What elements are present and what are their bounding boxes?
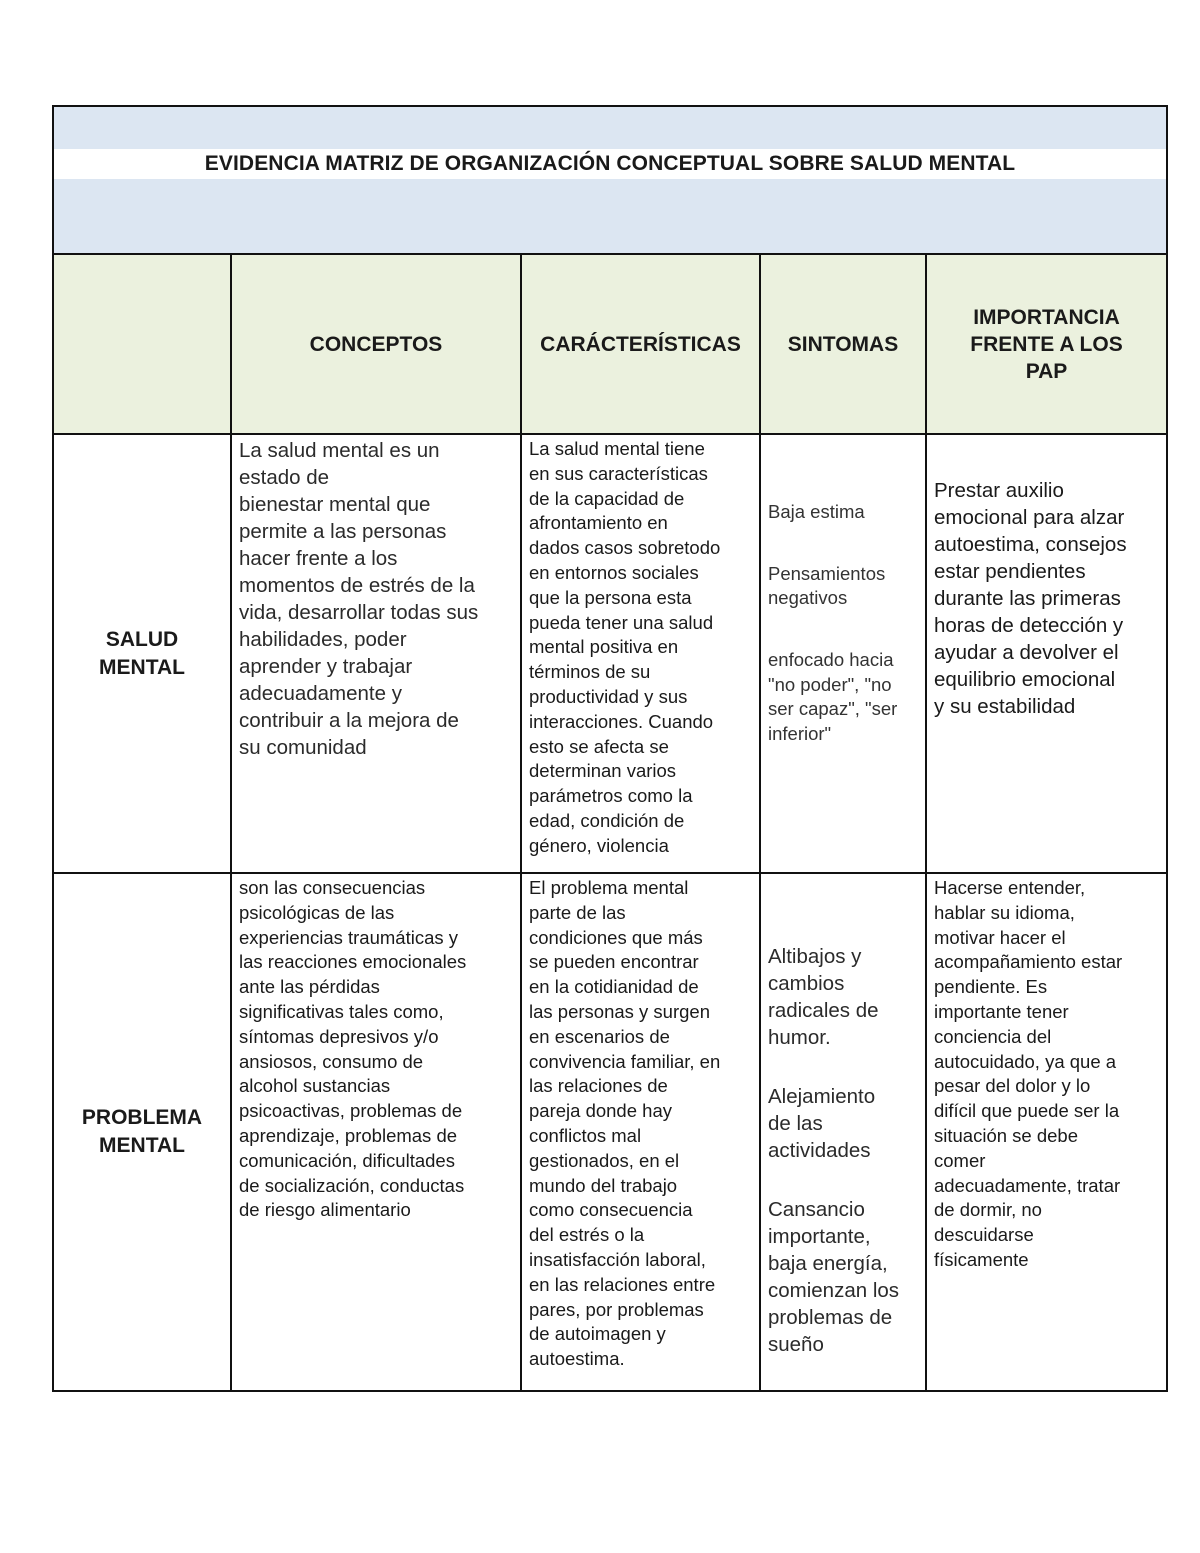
- importancia-text: Prestar auxilio emocional para alzar autoestima, consejos estar pendientes durante las primeras horas de detección y ayudar a devolver el equilibrio emocional y su estabilidad: [934, 479, 1127, 718]
- document-title: EVIDENCIA MATRIZ DE ORGANIZACIÓN CONCEPTUAL SOBRE SALUD MENTAL: [54, 149, 1166, 179]
- header-importancia: IMPORTANCIA FRENTE A LOS PAP: [926, 254, 1167, 434]
- table-row-salud-mental: [53, 434, 1167, 873]
- cell-sintomas-problema: [760, 873, 926, 1391]
- sintoma-item: Altibajos y cambios radicales de humor.: [768, 945, 879, 1049]
- cell-conceptos-problema: [231, 873, 521, 1391]
- header-row: [53, 254, 1167, 434]
- title-cell: [53, 106, 1167, 254]
- header-corner: [53, 254, 231, 434]
- header-caracteristicas: CARÁCTERÍSTICAS: [521, 254, 760, 434]
- conceptos-text: son las consecuencias psicológicas de las experiencias traumáticas y las reacciones emocionales ante las pérdidas significativas tales como, síntomas depresivos y/o ansiosos, consumo de alcohol sustancias psicoactivas, problemas de aprendizaje, problemas de comunicación, dificultades de socialización, conductas de riesgo alimentario: [239, 877, 467, 1221]
- cell-importancia-problema: [926, 873, 1167, 1391]
- table-row-problema-mental: [53, 873, 1167, 1391]
- sintoma-item: Alejamiento de las actividades: [768, 1085, 876, 1162]
- row-label-problema-mental: PROBLEMA MENTAL: [53, 873, 231, 1391]
- sintoma-item: Pensamientos negativos: [768, 562, 886, 608]
- caracteristicas-text: La salud mental tiene en sus características de la capacidad de afrontamiento en dados casos sobretodo en entornos sociales que la persona esta pueda tener una salud mental positiva en términos de su productividad y sus interacciones. Cuando esto se afecta se determinan varios parámetros como la edad, condición de género, violencia: [529, 438, 721, 856]
- row-label-salud-mental: SALUD MENTAL: [53, 434, 231, 873]
- sintoma-item: enfocado hacia "no poder", "no ser capaz", "ser inferior": [768, 649, 898, 744]
- sintomas-list: [761, 435, 925, 784]
- sintoma-item: Baja estima: [768, 500, 865, 522]
- cell-caracteristicas-salud: [521, 434, 760, 873]
- conceptos-text: La salud mental es un estado de bienestar mental que permite a las personas hacer frente a los momentos de estrés de la vida, desarrollar todas sus habilidades, poder aprender y trabajar adecuadamente y contribuir a la mejora de su comunidad: [239, 439, 479, 759]
- caracteristicas-text: El problema mental parte de las condiciones que más se pueden encontrar en la cotidianidad de las personas y surgen en escenarios de convivencia familiar, en las relaciones de pareja donde hay conflictos mal gestionados, en el mundo del trabajo como consecuencia del estrés o la insatisfacción laboral, en las relaciones entre pares, por problemas de autoimagen y autoestima.: [529, 877, 721, 1370]
- cell-importancia-salud: [926, 434, 1167, 873]
- cell-conceptos-salud: [231, 434, 521, 873]
- sintoma-item: Cansancio importante, baja energía, comienzan los problemas de sueño: [768, 1198, 900, 1356]
- cell-caracteristicas-problema: [521, 873, 760, 1391]
- cell-sintomas-salud: [760, 434, 926, 873]
- importancia-text: Hacerse entender, hablar su idioma, motivar hacer el acompañamiento estar pendiente. Es importante tener conciencia del autocuidado, ya que a pesar del dolor y lo difícil que puede ser la situación se debe comer adecuadamente, tratar de dormir, no descuidarse físicamente: [934, 877, 1123, 1270]
- concept-matrix-table: [52, 105, 1168, 1392]
- title-row: [53, 106, 1167, 254]
- header-sintomas: SINTOMAS: [760, 254, 926, 434]
- header-conceptos: CONCEPTOS: [231, 254, 521, 434]
- sintomas-list: [761, 874, 925, 1390]
